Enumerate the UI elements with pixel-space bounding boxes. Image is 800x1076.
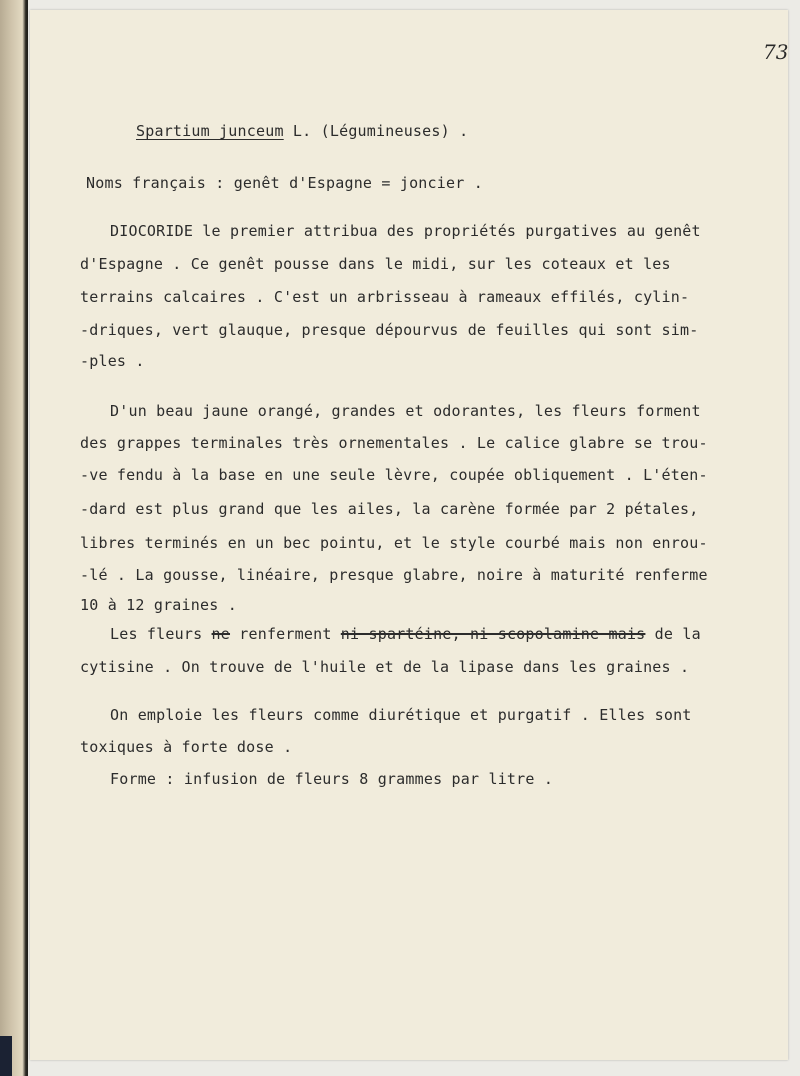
heading — [136, 122, 468, 140]
paragraph3-text: renferment — [230, 625, 341, 643]
paragraph3-line: cytisine . On trouve de l'huile et de la lipase dans les graines . — [80, 658, 690, 676]
struck-text: ni spartéine, ni scopolamine mais — [340, 625, 646, 643]
paragraph2-line: libres terminés en un bec pointu, et le style courbé mais non enrou- — [80, 534, 708, 552]
paragraph3-text: Les fleurs — [110, 625, 212, 643]
forme-line: Forme : infusion de fleurs 8 grammes par litre . — [110, 770, 554, 788]
paragraph2-line: 10 à 12 graines . — [80, 596, 237, 614]
adjacent-page-edge — [0, 0, 28, 1076]
heading-author: L. (Légumineuses) . — [283, 122, 469, 140]
heading-species: Spartium junceum — [136, 122, 284, 140]
paragraph4-line: On emploie les fleurs comme diurétique et purgatif . Elles sont — [110, 706, 692, 724]
paragraph2-line: -dard est plus grand que les ailes, la carène formée par 2 pétales, — [80, 500, 699, 518]
paragraph2-line: -lé . La gousse, linéaire, presque glabre, noire à maturité renferme — [80, 566, 708, 584]
common-names: Noms français : genêt d'Espagne = joncier . — [86, 174, 483, 192]
paragraph3-text: de la — [645, 625, 701, 643]
paragraph3-line — [110, 625, 701, 643]
paragraph1-line: d'Espagne . Ce genêt pousse dans le midi, sur les coteaux et les — [80, 255, 671, 273]
paragraph1-line: -driques, vert glauque, presque dépourvus de feuilles qui sont sim- — [80, 321, 699, 339]
typewritten-page — [30, 10, 788, 1060]
paragraph2-line: des grappes terminales très ornementales . Le calice glabre se trou- — [80, 434, 708, 452]
paragraph2-line: D'un beau jaune orangé, grandes et odorantes, les fleurs forment — [110, 402, 701, 420]
paragraph1-line: terrains calcaires . C'est un arbrisseau à rameaux effilés, cylin- — [80, 288, 690, 306]
paragraph4-line: toxiques à forte dose . — [80, 738, 293, 756]
binding-edge — [0, 1036, 12, 1076]
paragraph1-line: -ples . — [80, 352, 145, 370]
page-number: 73 — [763, 40, 789, 64]
paragraph1-line: DIOCORIDE le premier attribua des propriétés purgatives au genêt — [110, 222, 701, 240]
paragraph2-line: -ve fendu à la base en une seule lèvre, coupée obliquement . L'éten- — [80, 466, 708, 484]
struck-text: ne — [211, 625, 231, 643]
